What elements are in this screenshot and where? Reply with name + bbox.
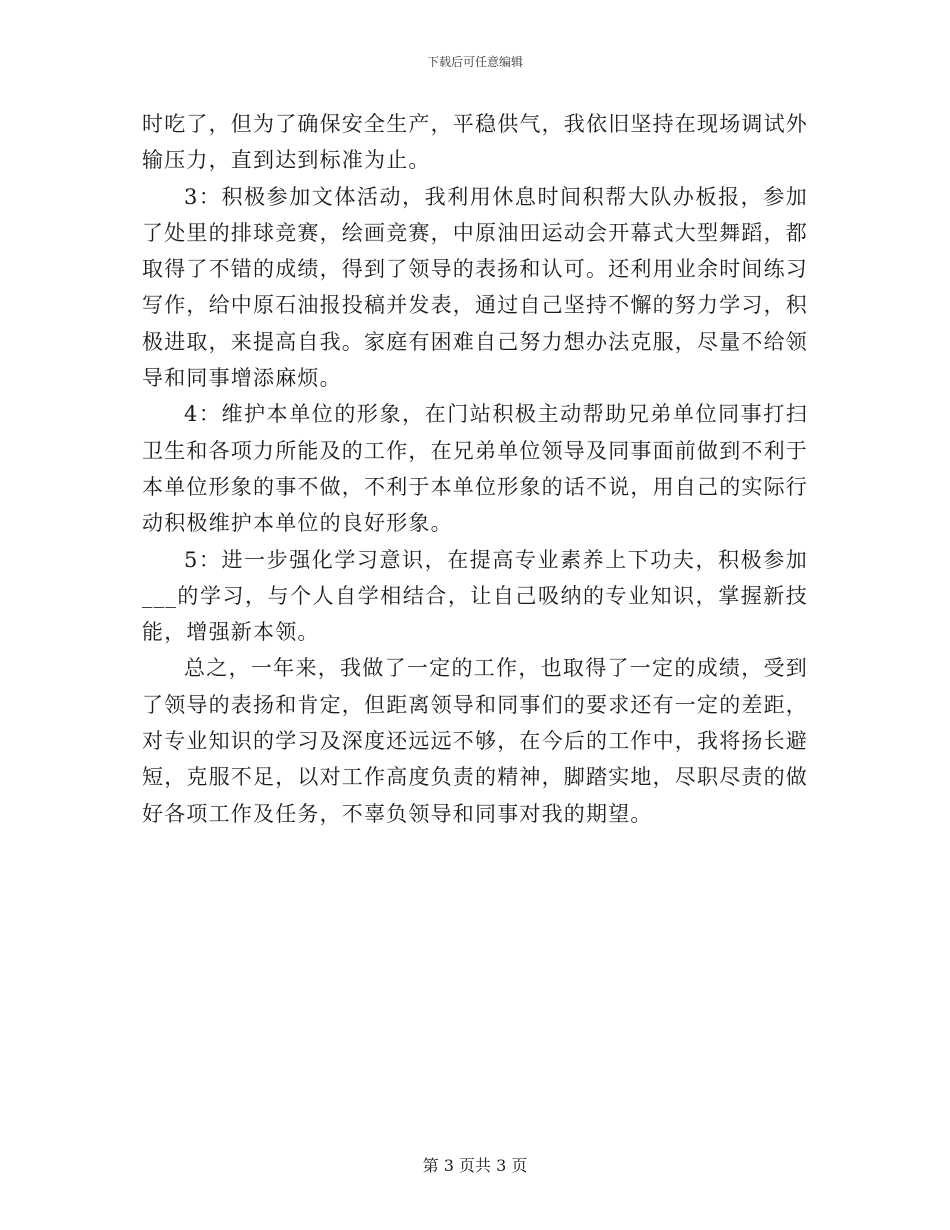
- document-body: [142, 106, 808, 832]
- paragraph-item-5: 5：进一步强化学习意识，在提高专业素养上下功夫，积极参加___的学习，与个人自学相结合，让自己吸纳的专业知识，掌握新技能，增强新本领。: [142, 547, 808, 645]
- paragraph-item-3: 3：积极参加文体活动，我利用休息时间积帮大队办板报，参加了处里的排球竞赛，绘画竞赛，中原油田运动会开幕式大型舞蹈，都取得了不错的成绩，得到了领导的表扬和认可。还利用业余时间练习写作，给中原石油报投稿并发表，通过自己坚持不懈的努力学习，积极进取，来提高自我。家庭有困难自己努力想办法克服，尽量不给领导和同事增添麻烦。: [142, 184, 808, 391]
- paragraph-continuation: 时吃了，但为了确保安全生产，平稳供气，我依旧坚持在现场调试外输压力，直到达到标准为止。: [142, 112, 808, 173]
- page-number: 第 3 页共 3 页: [422, 1156, 528, 1175]
- paragraph-item-4: 4：维护本单位的形象，在门站积极主动帮助兄弟单位同事打扫卫生和各项力所能及的工作，在兄弟单位领导及同事面前做到不利于本单位形象的事不做，不利于本单位形象的话不说，用自己的实际行动积极维护本单位的良好形象。: [142, 402, 808, 536]
- page-header: 下载后可任意编辑: [426, 55, 523, 69]
- paragraph-summary: 总之，一年来，我做了一定的工作，也取得了一定的成绩，受到了领导的表扬和肯定，但距离领导和同事们的要求还有一定的差距，对专业知识的学习及深度还远远不够，在今后的工作中，我将扬长避短，克服不足，以对工作高度负责的精神，脚踏实地，尽职尽责的做好各项工作及任务，不辜负领导和同事对我的期望。: [142, 656, 808, 826]
